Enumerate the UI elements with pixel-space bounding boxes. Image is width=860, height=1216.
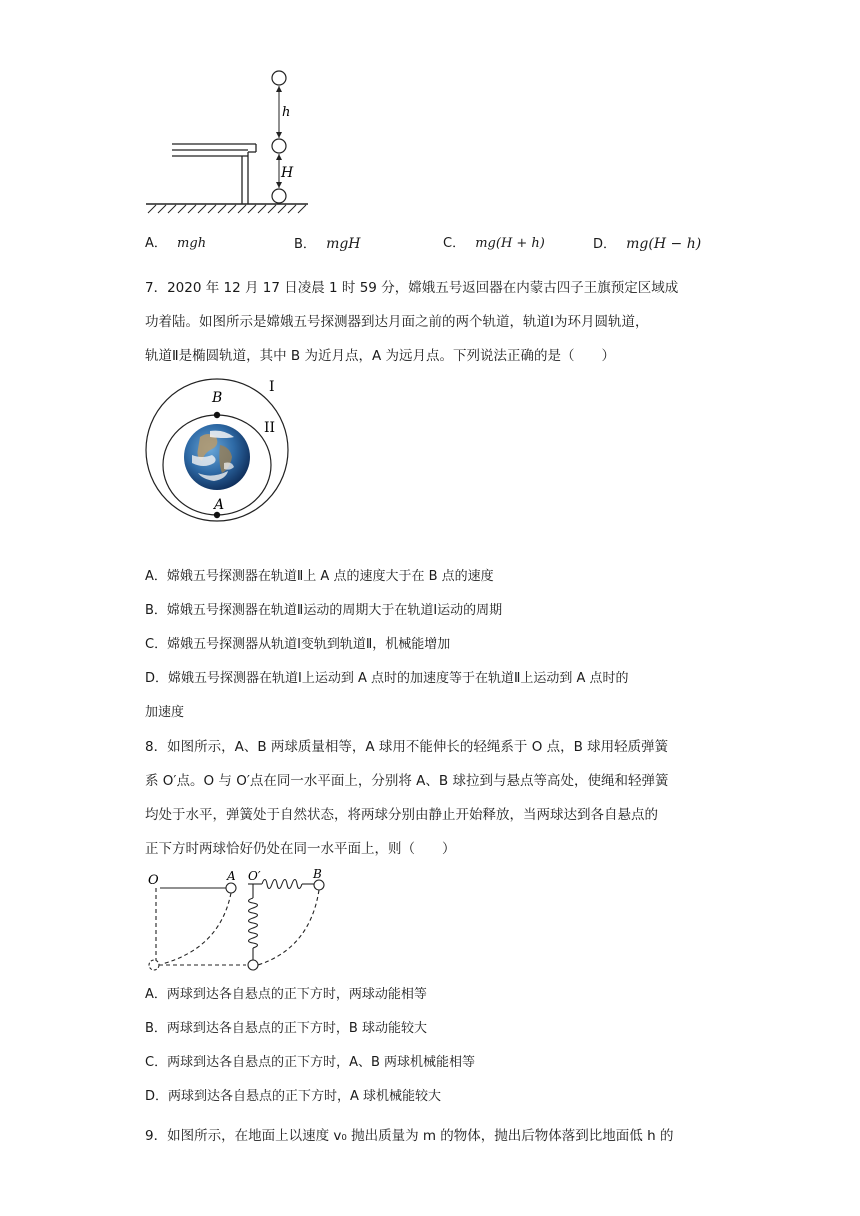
q9-line-1: 9．如图所示，在地面上以速度 v₀ 抛出质量为 m 的物体，抛出后物体落到比地面低 h 的 xyxy=(145,1128,674,1144)
q8-line-2: 系 O′点。O 与 O′点在同一水平面上，分别将 A、B 球拉到与悬点等高处，使绳和轻弹簧 xyxy=(145,773,669,789)
q7-line-3: 轨道Ⅱ是椭圆轨道，其中 B 为近月点，A 为远月点。下列说法正确的是（ ） xyxy=(145,348,616,364)
q8-line-3: 均处于水平，弹簧处于自然状态，将两球分别由静止开始释放，当两球达到各自悬点的 xyxy=(145,807,658,823)
q8-option-b: B．两球到达各自悬点的正下方时，B 球动能较大 xyxy=(145,1021,427,1036)
q6-option-d-letter: D． xyxy=(593,237,617,252)
q6-option-b-letter: B． xyxy=(294,237,316,252)
q6-option-c-letter: C． xyxy=(443,236,466,251)
q6-option-a-letter: A． xyxy=(145,236,167,251)
q7-label-orbit1: I xyxy=(269,379,275,395)
q6-option-b xyxy=(294,234,361,255)
q7-option-c: C．嫦娥五号探测器从轨道Ⅰ变轨到轨道Ⅱ，机械能增加 xyxy=(145,637,451,652)
q6-option-a xyxy=(145,234,206,254)
q7-option-a: A．嫦娥五号探测器在轨道Ⅱ上 A 点的速度大于在 B 点的速度 xyxy=(145,569,494,584)
q6-figure xyxy=(140,66,315,218)
q7-option-b: B．嫦娥五号探测器在轨道Ⅱ运动的周期大于在轨道Ⅰ运动的周期 xyxy=(145,603,503,618)
q7-label-orbit2: II xyxy=(264,420,276,436)
q8-option-a: A．两球到达各自悬点的正下方时，两球动能相等 xyxy=(145,987,427,1002)
earth-icon xyxy=(184,424,250,490)
q7-label-B: B xyxy=(212,390,223,406)
q6-option-b-text: mgH xyxy=(326,236,361,252)
q6-label-H: H xyxy=(281,165,294,181)
q7-option-d-cont: 加速度 xyxy=(145,705,185,720)
q8-option-c: C．两球到达各自悬点的正下方时，A、B 两球机械能相等 xyxy=(145,1055,476,1070)
q6-option-c xyxy=(443,234,545,254)
q7-orbit-figure xyxy=(140,375,300,525)
q7-line-2: 功着陆。如图所示是嫦娥五号探测器到达月面之前的两个轨道，轨道Ⅰ为环月圆轨道， xyxy=(145,314,649,330)
q8-option-d: D．两球到达各自悬点的正下方时，A 球机械能较大 xyxy=(145,1089,442,1104)
q6-option-d xyxy=(593,234,701,255)
q6-option-c-text: mg(H + h) xyxy=(475,236,545,251)
q8-label-B: B xyxy=(313,868,322,881)
q7-line-1: 7．2020 年 12 月 17 日凌晨 1 时 59 分，嫦娥五号返回器在内蒙古四子王旗预定区域成 xyxy=(145,280,679,296)
q8-label-A: A xyxy=(227,869,236,883)
q6-option-a-text: mgh xyxy=(177,236,207,251)
q8-figure xyxy=(140,868,340,974)
q7-option-d: D．嫦娥五号探测器在轨道Ⅰ上运动到 A 点时的加速度等于在轨道Ⅱ上运动到 A 点时的 xyxy=(145,671,629,686)
q7-label-A: A xyxy=(214,497,225,513)
q8-label-O: O xyxy=(148,873,159,888)
q8-label-O2: O′ xyxy=(248,869,261,883)
q8-line-1: 8．如图所示，A、B 两球质量相等，A 球用不能伸长的轻绳系于 O 点，B 球用轻质弹簧 xyxy=(145,739,669,755)
q6-option-d-text: mg(H − h) xyxy=(626,236,702,252)
q8-line-4: 正下方时两球恰好仍处在同一水平面上，则（ ） xyxy=(145,841,456,857)
q6-label-h: h xyxy=(282,105,291,120)
